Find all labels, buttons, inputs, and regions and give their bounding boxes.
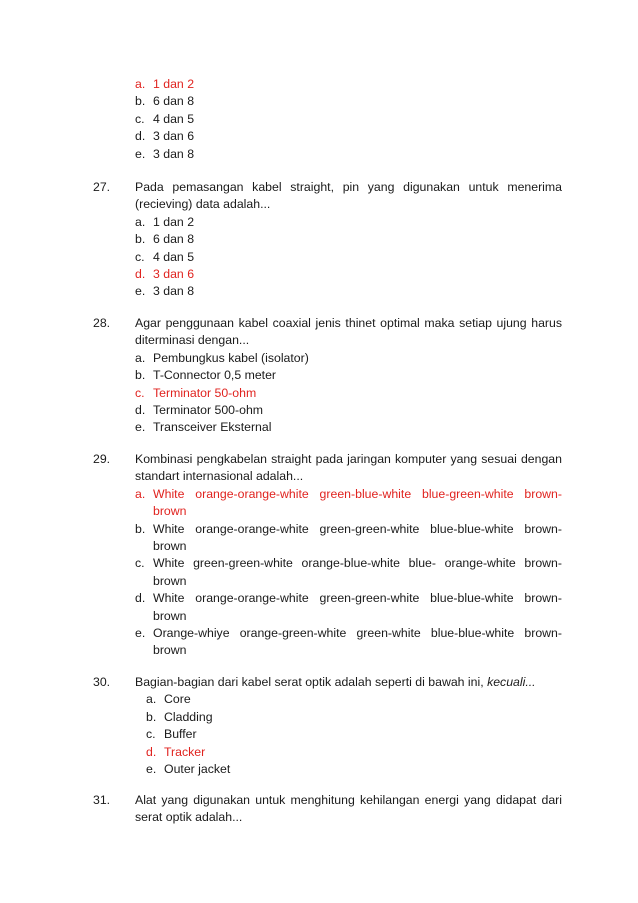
options-list <box>135 486 562 660</box>
option-c: c. Buffer <box>146 727 197 742</box>
option-d: d. Tracker <box>146 744 206 759</box>
stem-emphasis: kecuali... <box>487 675 536 689</box>
option-e: e. 3 dan 8 <box>135 146 195 161</box>
options-list <box>135 76 562 163</box>
option-e: e. Orange-whiye orange-green-white green-white blue-blue-white brown-brown <box>135 626 562 658</box>
option-a: a. 1 dan 2 <box>135 214 195 229</box>
question-number: 31. <box>93 793 111 807</box>
question-number: 28. <box>93 316 111 330</box>
options-list <box>146 691 562 778</box>
option-b: b. T-Connector 0,5 meter <box>135 368 277 383</box>
question-stem: Kombinasi pengkabelan straight pada jaringan komputer yang sesuai dengan standart internasional adalah... <box>135 452 562 484</box>
option-e: e. Transceiver Eksternal <box>135 420 272 435</box>
option-a: a. White orange-orange-white green-blue-white blue-green-white brown-brown <box>135 486 562 519</box>
option-d: d. 3 dan 6 <box>135 267 195 282</box>
option-c: c. 4 dan 5 <box>135 249 195 264</box>
options-list <box>135 214 562 301</box>
option-c: c. White green-green-white orange-blue-white blue- orange-white brown-brown <box>135 556 562 588</box>
option-e: e. Outer jacket <box>146 762 231 777</box>
option-b: b. White orange-orange-white green-green-white blue-blue-white brown-brown <box>135 521 562 554</box>
option-b: b. 6 dan 8 <box>135 94 195 109</box>
option-a: a. Pembungkus kabel (isolator) <box>135 350 309 365</box>
option-c: c. Terminator 50-ohm <box>135 385 257 400</box>
option-e: e. 3 dan 8 <box>135 284 195 299</box>
options-list <box>135 350 562 437</box>
question-number: 30. <box>93 675 111 689</box>
question-number: 29. <box>93 452 111 466</box>
option-d: d. White orange-orange-white green-green-white blue-blue-white brown-brown <box>135 591 562 623</box>
option-c: c. 4 dan 5 <box>135 111 195 126</box>
question-stem: Agar penggunaan kabel coaxial jenis thinet optimal maka setiap ujung harus diterminasi dengan... <box>135 316 562 348</box>
question-stem: Bagian-bagian dari kabel serat optik adalah seperti di bawah ini, kecuali... <box>135 675 536 689</box>
option-a: a. Core <box>146 692 191 707</box>
question-stem: Alat yang digunakan untuk menghitung kehilangan energi yang didapat dari serat optik adalah... <box>135 793 562 825</box>
question-number: 27. <box>93 180 111 194</box>
option-b: b. 6 dan 8 <box>135 232 195 247</box>
option-b: b. Cladding <box>146 709 213 724</box>
question-stem: Pada pemasangan kabel straight, pin yang digunakan untuk menerima (recieving) data adalah... <box>135 180 562 212</box>
option-d: d. 3 dan 6 <box>135 129 195 144</box>
option-a: a. 1 dan 2 <box>135 77 195 91</box>
option-d: d. Terminator 500-ohm <box>135 403 264 418</box>
